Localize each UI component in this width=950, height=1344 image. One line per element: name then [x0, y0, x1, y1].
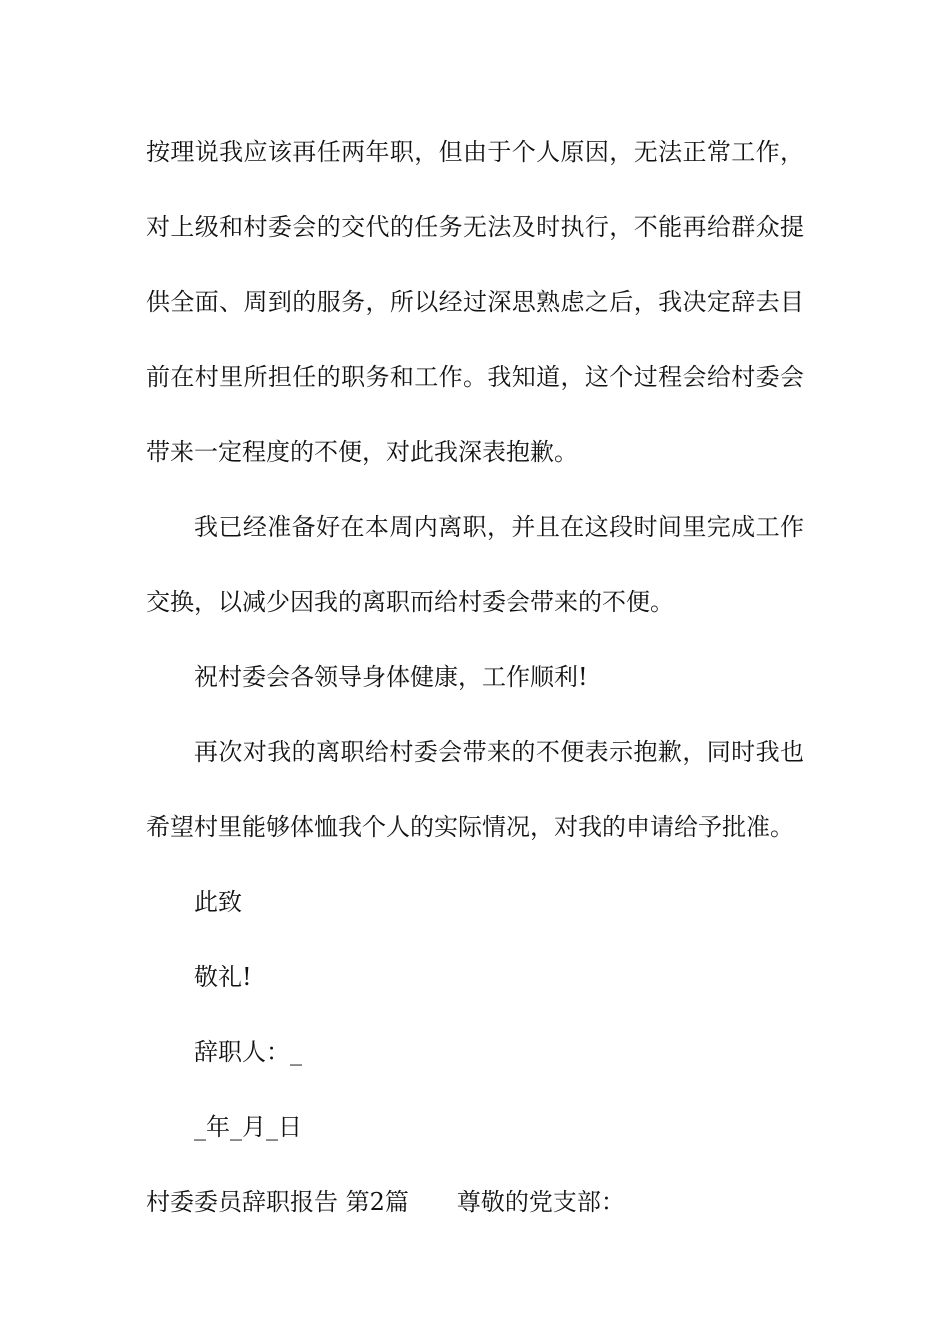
next-article-title: 村委委员辞职报告 第2篇 [146, 1188, 409, 1216]
paragraph-4-line-2: 希望村里能够体恤我个人的实际情况，对我的申请给予批准。 [146, 813, 794, 841]
body-line-5: 带来一定程度的不便，对此我深表抱歉。 [146, 438, 578, 466]
paragraph-4-line-1: 再次对我的离职给村委会带来的不便表示抱歉，同时我也 [194, 738, 804, 766]
body-line-3: 供全面、周到的服务，所以经过深思熟虑之后，我决定辞去目 [146, 288, 804, 316]
body-line-4: 前在村里所担任的职务和工作。我知道，这个过程会给村委会 [146, 363, 804, 391]
wish-line: 祝村委会各领导身体健康，工作顺利! [194, 663, 588, 691]
paragraph-2-line-1: 我已经准备好在本周内离职，并且在这段时间里完成工作 [194, 513, 804, 541]
closing-jingli: 敬礼! [194, 963, 252, 991]
paragraph-2-line-2: 交换，以减少因我的离职而给村委会带来的不便。 [146, 588, 674, 616]
next-article-salutation: 尊敬的党支部： [456, 1188, 625, 1216]
closing-zhici: 此致 [194, 888, 242, 916]
body-line-1: 按理说我应该再任两年职，但由于个人原因，无法正常工作， [146, 138, 804, 166]
signature-line: 辞职人：_ [194, 1038, 302, 1066]
next-article-heading [146, 1187, 625, 1217]
date-line: _年_月_日 [194, 1113, 302, 1141]
body-line-2: 对上级和村委会的交代的任务无法及时执行，不能再给群众提 [146, 213, 804, 241]
